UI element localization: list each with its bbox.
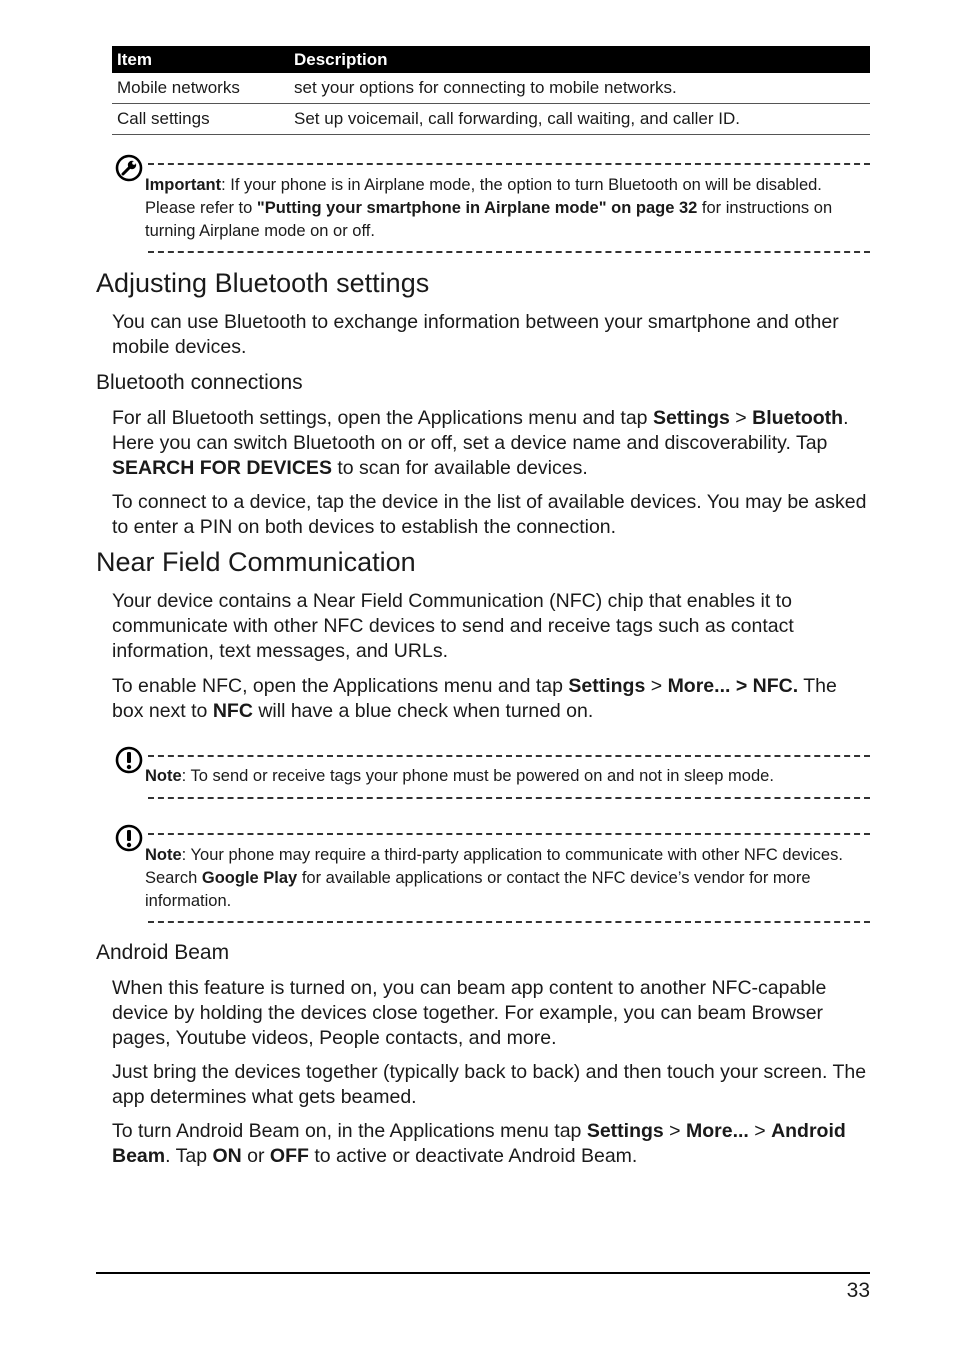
bold-text: Settings — [568, 675, 646, 697]
settings-table — [112, 46, 870, 135]
text: . Here you can switch Bluetooth on or off, set a device name and discoverability. Tap — [112, 407, 849, 454]
bold-text: OFF — [269, 1145, 309, 1167]
table-header-description: Description — [289, 46, 870, 73]
table-cell: Call settings — [112, 104, 289, 135]
text: will have a blue check when turned on. — [252, 700, 594, 722]
note-text — [145, 844, 870, 913]
text: . Tap — [165, 1145, 213, 1167]
text: : Your phone may require a third-party application to communicate with other NFC devices. Search — [145, 846, 843, 887]
paragraph: Your device contains a Near Field Communication (NFC) chip that enables it to communicate with other NFC devices to send and receive tags such as contact information, text messages, and URLs. — [112, 590, 794, 662]
paragraph — [112, 674, 872, 724]
divider — [148, 163, 870, 165]
paragraph — [112, 406, 872, 481]
bold-text: More... — [685, 1120, 749, 1142]
text: The box next to — [112, 675, 837, 722]
table-row — [112, 104, 870, 135]
bold-text: Google Play — [201, 869, 298, 887]
divider — [148, 833, 870, 835]
text: To turn Android Beam on, in the Applications menu tap — [112, 1120, 587, 1142]
note-text — [145, 765, 870, 788]
page-number: 33 — [846, 1279, 870, 1302]
text: to scan for available devices. — [331, 457, 588, 479]
important-label: Important — [145, 176, 222, 194]
important-note-text — [145, 174, 870, 243]
note-text: : If your phone is in Airplane mode, the option to turn Bluetooth on will be disabled. Please refer to — [145, 176, 822, 217]
text: For all Bluetooth settings, open the Applications menu and tap — [112, 407, 653, 429]
paragraph: When this feature is turned on, you can beam app content to another NFC-capable device by holding the devices close together. For example, you can beam Browser pages, Youtube videos, People contacts, and more. — [112, 977, 827, 1049]
paragraph: Just bring the devices together (typically back to back) and then touch your screen. The app determines what gets beamed. — [112, 1061, 867, 1108]
table-header-item: Item — [112, 46, 289, 73]
bold-text: ON — [212, 1145, 242, 1167]
cross-reference: "Putting your smartphone in Airplane mode" on page 32 — [256, 199, 698, 217]
bold-text: Settings — [586, 1120, 664, 1142]
divider — [148, 251, 870, 253]
divider — [148, 797, 870, 799]
paragraph: To connect to a device, tap the device in the list of available devices. You may be asked to enter a PIN on both devices to establish the connection. — [112, 491, 867, 538]
bold-text: NFC — [212, 700, 253, 722]
paragraph: You can use Bluetooth to exchange information between your smartphone and other mobile devices. — [112, 311, 839, 358]
table-row — [112, 73, 870, 104]
bold-text: Android Beam — [112, 1120, 846, 1167]
divider — [148, 755, 870, 757]
note-text: for instructions on turning Airplane mode on or off. — [145, 199, 833, 240]
text: or — [241, 1145, 270, 1167]
footer-rule — [96, 1272, 870, 1274]
table-header-row — [112, 46, 870, 73]
section-heading: Adjusting Bluetooth settings — [96, 268, 430, 298]
exclamation-icon — [114, 745, 144, 775]
note-label: Note — [145, 767, 182, 785]
table-cell: Set up voicemail, call forwarding, call waiting, and caller ID. — [289, 104, 870, 135]
bold-text: More... > NFC. — [667, 675, 799, 697]
section-heading: Near Field Communication — [96, 547, 416, 577]
text: To enable NFC, open the Applications menu and tap — [112, 675, 569, 697]
note-label: Note — [145, 846, 182, 864]
text: to active or deactivate Android Beam. — [308, 1145, 638, 1167]
divider — [148, 921, 870, 923]
exclamation-icon — [114, 823, 144, 853]
table-cell: Mobile networks — [112, 73, 289, 104]
text: > — [663, 1120, 686, 1142]
text: > — [729, 407, 753, 429]
table-cell: set your options for connecting to mobile networks. — [289, 73, 870, 104]
bold-text: Bluetooth — [752, 407, 844, 429]
subsection-heading: Bluetooth connections — [96, 371, 303, 394]
bold-text: Settings — [652, 407, 730, 429]
subsection-heading: Android Beam — [96, 941, 230, 964]
text: > — [748, 1120, 772, 1142]
text: > — [645, 675, 668, 697]
bold-text: SEARCH FOR DEVICES — [112, 457, 332, 479]
wrench-icon — [114, 153, 144, 183]
paragraph — [112, 1119, 872, 1169]
text: : To send or receive tags your phone must be powered on and not in sleep mode. — [181, 767, 774, 785]
text: for available applications or contact the NFC device’s vendor for more information. — [145, 869, 811, 910]
